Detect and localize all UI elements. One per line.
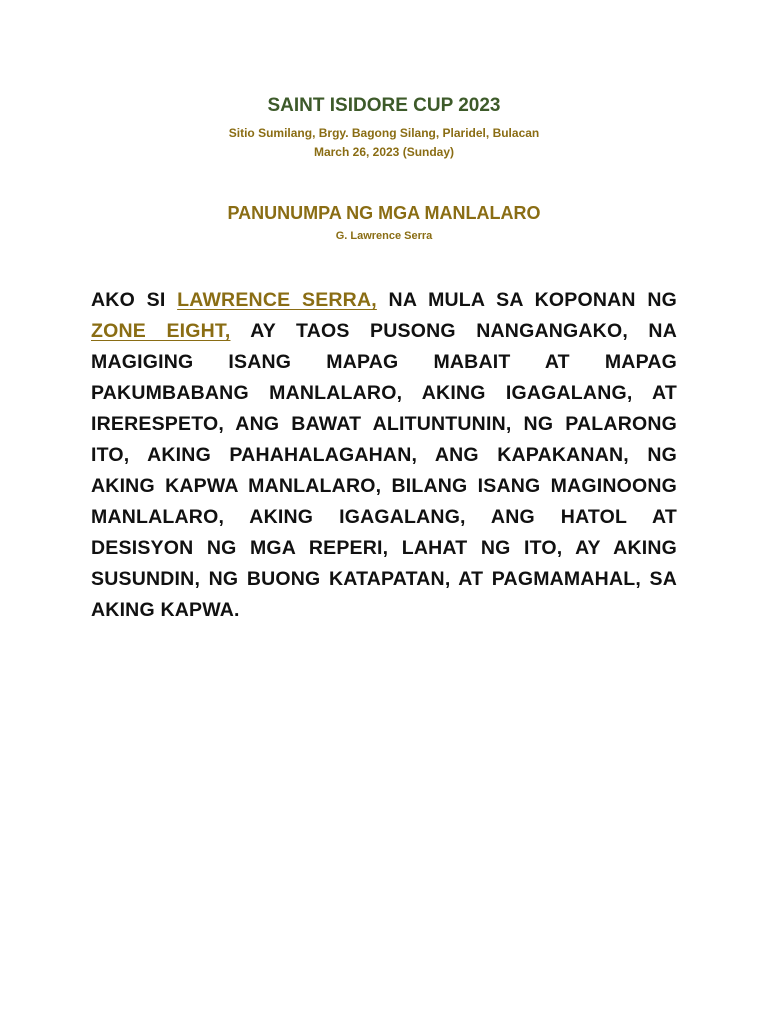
event-location: Sitio Sumilang, Brgy. Bagong Silang, Plaridel, Bulacan <box>228 126 540 140</box>
event-title: SAINT ISIDORE CUP 2023 <box>267 95 501 116</box>
oath-title: PANUNUMPA NG MGA MANLALARO <box>227 203 541 223</box>
oath-text-main: AY TAOS PUSONG NANGANGAKO, NA MAGIGING ISANG MAPAG MABAIT AT MAPAG PAKUMBABANG MANLALARO, AKING IGAGALANG, AT IRERESPETO, ANG BAWAT ALITUNTUNIN, NG PALARONG ITO, AKING PAHAHALAGAHAN, ANG KAPAKANAN, NG AKING KAPWA MANLALARO, BILANG ISANG MAGINOONG MANLALARO, AKING IGAGALANG, ANG HATOL AT DESISYON NG MGA REPERI, LAHAT NG ITO, AY AKING SUSUNDIN, NG BUONG KATAPATAN, AT PAGMAMAHAL, SA AKING KAPWA. <box>91 320 677 621</box>
oath-author: G. Lawrence Serra <box>335 230 433 242</box>
oath-body <box>91 285 677 626</box>
team-name: ZONE EIGHT, <box>91 320 231 342</box>
oath-text-team-intro: NA MULA SA KOPONAN NG <box>376 289 677 311</box>
player-name: LAWRENCE SERRA, <box>177 289 377 311</box>
event-date: March 26, 2023 (Sunday) <box>313 145 455 159</box>
oath-text-intro: AKO SI <box>91 289 178 311</box>
